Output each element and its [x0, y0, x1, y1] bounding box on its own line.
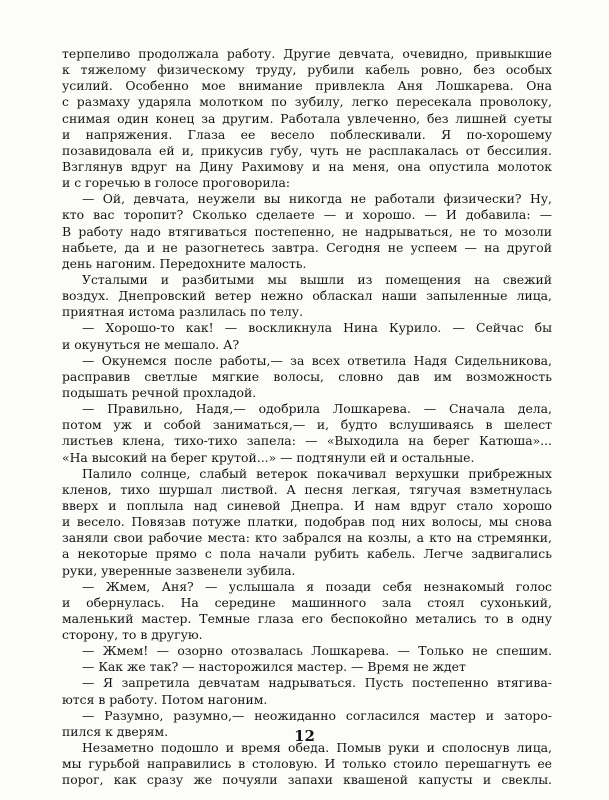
text-line: с размаху ударяла молотком по зубилу, легко пересекала проволоку, [62, 94, 552, 110]
page-body-text [62, 46, 552, 788]
text-line: сторону, то в другую. [62, 627, 203, 643]
text-line: воздух. Днепровский ветер нежно обласкал наши запыленные лица, [62, 288, 552, 304]
text-line: порог, как сразу же почуяли запахи квашеной капусты и свеклы. [62, 772, 552, 788]
text-line: и напряжения. Глаза ее весело поблескивали. Я по-хорошему [62, 126, 552, 142]
text-line: Незаметно подошло и время обеда. Помыв руки и сполоснув лица, [82, 740, 552, 756]
text-line: ются в работу. Потом нагоним. [62, 691, 268, 707]
text-line: руки, уверенные зазвенели зубила. [62, 562, 296, 578]
text-line: расправив светлые мягкие волосы, словно дав им возможность [62, 368, 552, 384]
text-line: — Разумно, разумно,— неожиданно согласился мастер и заторо- [82, 707, 552, 723]
text-line: — Жмем, Аня? — услышала я позади себя незнакомый голос [82, 578, 552, 594]
text-line: Усталыми и разбитыми мы вышли из помещения на свежий [82, 271, 552, 287]
text-line: кто вас торопит? Сколько сделаете — и хорошо. — И добавила: — [62, 207, 552, 223]
text-line: Взглянув вдруг на Дину Рахимову и на меня, она опустила молоток [62, 158, 552, 174]
text-line: листьев клена, тихо-тихо запела: — «Выходила на берег Катюша»... [62, 433, 552, 449]
text-line: а некоторые прямо с пола начали рубить кабель. Легче задвигались [62, 546, 552, 562]
text-line: Палило солнце, слабый ветерок покачивал верхушки прибрежных [82, 465, 552, 481]
text-line: потом уж и собой заниматься,— и, будто вслушиваясь в шелест [62, 417, 552, 433]
text-line: пился к дверям. [62, 723, 169, 739]
text-line: маленький мастер. Темные глаза его беспокойно метались то в одну [62, 610, 552, 626]
text-line: и весело. Повязав потуже платки, подобрав под них волосы, мы снова [62, 514, 552, 530]
text-line: — Как же так? — насторожился мастер. — Время не ждет [82, 659, 466, 675]
text-line: набьете, да и не разогнетесь завтра. Сегодня не успеем — на другой [62, 239, 552, 255]
text-line: и окунуться не мешало. А? [62, 336, 240, 352]
text-line: кленов, тихо шуршал листвой. А песня легкая, тягучая взметнулась [62, 481, 552, 497]
text-line: мы гурьбой направились в столовую. И только стоило перешагнуть ее [62, 756, 552, 772]
text-line: «На высокий на берег крутой...» — подтянули ей и остальные. [62, 449, 475, 465]
text-line: позавидовала ей и, прикусив губу, чуть не расплакалась от бессилия. [62, 142, 552, 158]
text-line: и обернулась. На середине машинного зала стоял сухонький, [62, 594, 552, 610]
text-line: день нагоним. Передохните малость. [62, 255, 307, 271]
text-line: терпеливо продолжала работу. Другие девчата, очевидно, привыкшие [62, 46, 552, 61]
text-line: — Ой, девчата, неужели вы никогда не работали физически? Ну, [82, 191, 552, 207]
page-number: 12 [294, 727, 315, 745]
text-line: — Жмем! — озорно отозвалась Лошкарева. — Только не спешим. [82, 643, 552, 659]
text-line: — Правильно, Надя,— одобрила Лошкарева. — Сначала дела, [82, 401, 552, 417]
text-line: заняли свои рабочие места: кто забрался на козлы, а кто на стремянки, [62, 530, 552, 546]
text-line: и с горечью в голосе проговорила: [62, 175, 291, 191]
text-line: снимая один конец за другим. Работала увлеченно, без лишней суеты [62, 110, 552, 126]
text-line: В работу надо втягиваться постепенно, не надрываться, не то мозоли [62, 223, 552, 239]
text-line: к тяжелому физическому труду, рубили кабель ровно, без особых [62, 62, 552, 78]
text-line: — Я запретила девчатам надрываться. Пусть постепенно втягива- [82, 675, 552, 691]
text-line: — Окунемся после работы,— за всех ответила Надя Сидельникова, [82, 352, 552, 368]
text-line: подышать речной прохладой. [62, 384, 257, 400]
text-line: вверх и поплыла над синевой Днепра. И нам вдруг стало хорошо [62, 497, 552, 513]
text-line: приятная истома разлилась по телу. [62, 304, 304, 320]
text-line: усилий. Особенно мое внимание привлекла Аня Лошкарева. Она [62, 78, 552, 94]
text-line: — Хорошо-то как! — воскликнула Нина Курило. — Сейчас бы [82, 320, 552, 336]
